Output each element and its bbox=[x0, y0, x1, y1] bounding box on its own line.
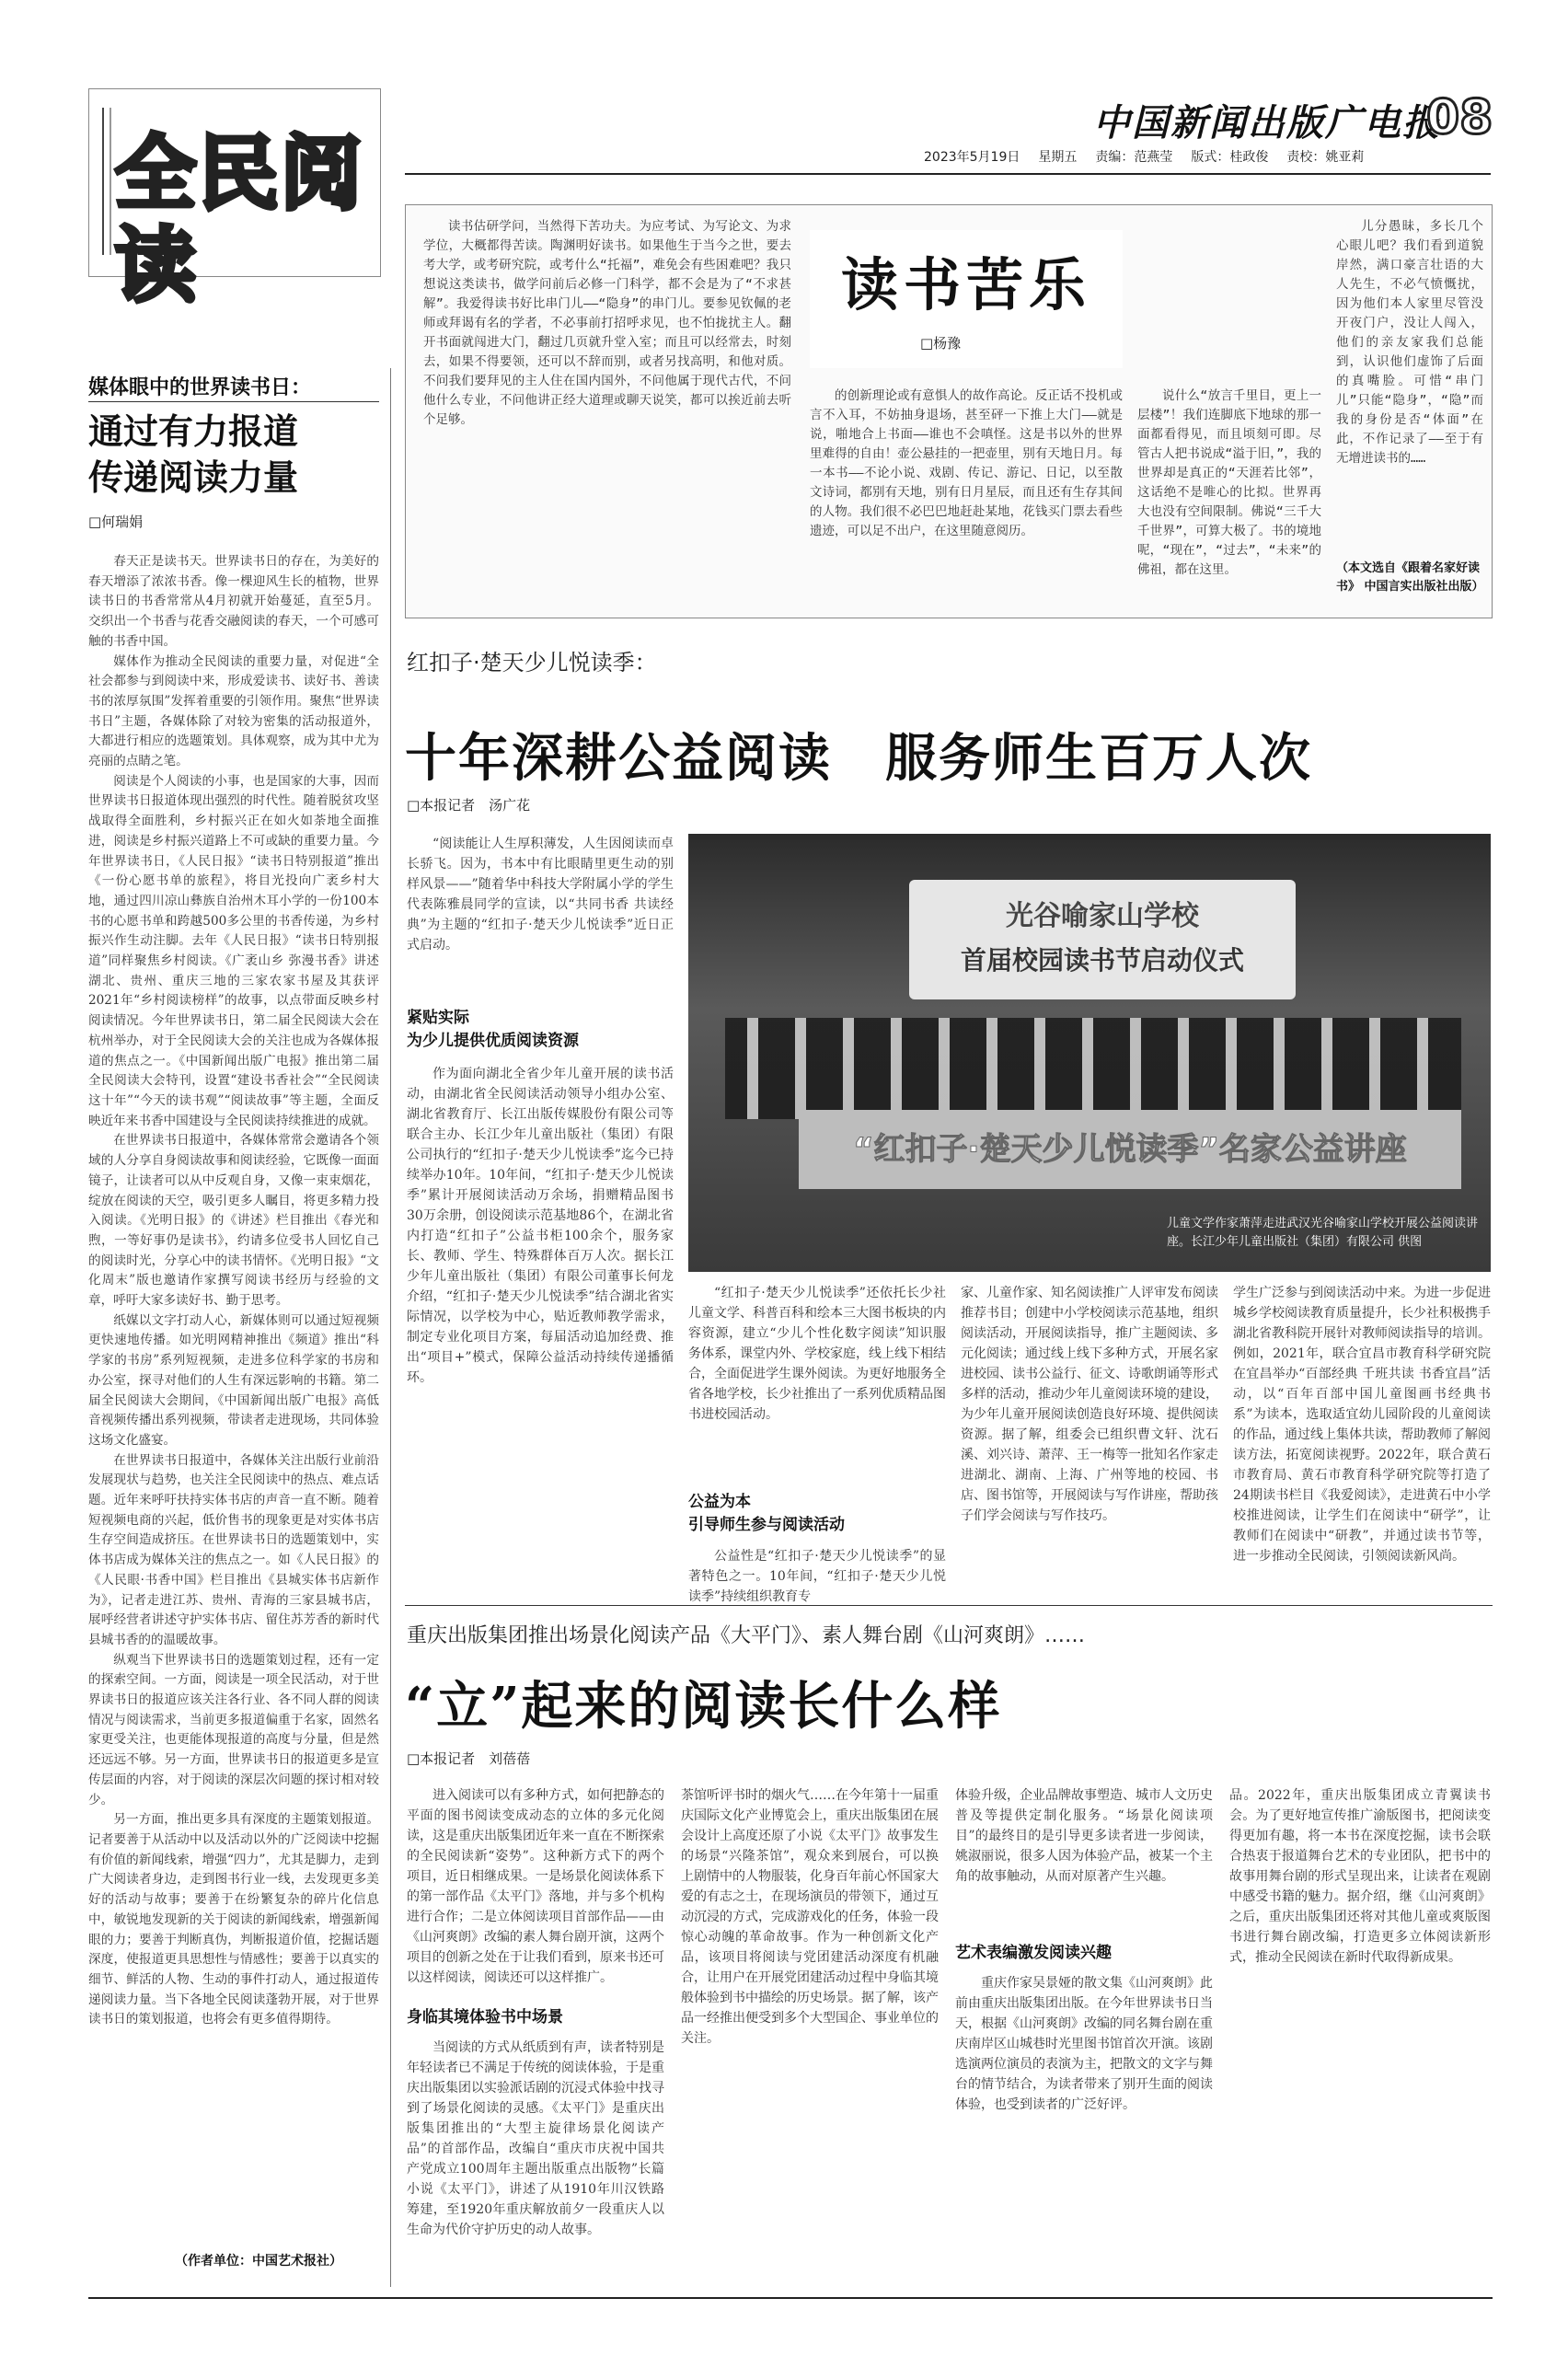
left-headline-line2: 传递阅读力量 bbox=[88, 456, 299, 498]
middle-column-b: “红扣子·楚天少儿悦读季”还依托长少社儿童文学、科普百科和绘本三大图书板块的内容资源，建立“少儿个性化数字阅读”知识服务体系，课堂内外、学校家庭，线上线下相结合，全面促进学生课外阅读。为更好地服务全省各地学校，长少社推出了一系列优质精品图书进校园活动。 bbox=[688, 1286, 946, 1422]
left-kicker: 媒体眼中的世界读书日： bbox=[88, 376, 312, 399]
top-column-2: 的创新理论或有意惧人的故作高论。反正话不投机或言不入耳，不妨抽身退场，甚至砰一下推上大门——就是说，啪地合上书面——谁也不会嗔怪。这是书以外的世界里难得的自由！壶公悬挂的一把壶里，别有天地日月。每一本书——不论小说、戏剧、传记、游记、日记，以至散文诗词，都别有天地，别有日月星辰，而且还有生存其间的人物。我们很不必巴巴地赶赴某地，花钱买门票去看些遗迹，可以足不出户，在这里随意阅历。 bbox=[810, 388, 1123, 538]
page-bottom-rule bbox=[88, 2297, 1493, 2299]
middle-byline: □本报记者 汤广花 bbox=[407, 797, 531, 814]
left-headline-line1: 通过有力报道 bbox=[88, 410, 299, 452]
middle-column-a: 作为面向湖北全省少年儿童开展的读书活动，由湖北省全民阅读活动领导小组办公室、湖北省教育厅、长江出版传媒股份有限公司等联合主办、长江少年儿童出版社（集团）有限公司执行的“红扣子·楚天少儿悦读季”迄今已持续举办10年。10年间，“红扣子·楚天少儿悦读季”累计开展阅读活动万余场，捐赠精品图书30万余册，创设阅读示范基地86个，在湖北省内打造“红扣子”公益书柜100余个，服务家长、教师、学生、特殊群体百万人次。据长江少年儿童出版社（集团）有限公司董事长何龙介绍，“红扣子·楚天少儿悦读季”结合湖北省实际情况，以学校为中心，贴近教师教学需求，制定专业化项目方案，每届活动追加经费、推出“项目+”模式，保障公益活动持续传递播循环。 bbox=[407, 1067, 674, 1385]
left-headline bbox=[88, 409, 383, 501]
bottom-column-1: 进入阅读可以有多种方式，如何把静态的平面的图书阅读变成动态的立体的多元化阅读，这是重庆出版集团近年来一直在不断探索的全民阅读新“姿势”。这种新方式下的两个项目，近日相继成果。一是场景化阅读体系下的第一部作品《太平门》落地，并与多个机构进行合作；二是立体阅读项目首部作品——由《山河爽朗》改编的素人舞台剧开演，这两个项目的创新之处在于让我们看到，原来书还可以这样阅读，阅读还可以这样推广。 bbox=[407, 1788, 664, 1985]
left-paragraph: 媒体作为推动全民阅读的重要力量，对促进“全社会都参与到阅读中来，形成爱读书、读好书、善读书的浓厚氛围”发挥着重要的引领作用。聚焦“世界读书日”主题，各媒体除了对较为密集的活动报道外，大都进行相应的选题策划。具体观察，成为其中尤为亮丽的点睛之笔。 bbox=[88, 653, 379, 769]
bottom-headline: “立”起来的阅读长什么样 bbox=[405, 1676, 1002, 1737]
top-column-4: 儿分愚昧，多长几个心眼儿吧？我们看到道貌岸然，满口豪言壮语的大人先生，不必气愤慨扰，因为他们本人家里尽管没开夜门户，没让人闯入，他们的亲友家我们总能到，认识他们虚饰了后面的真嘴脸。可惜“串门儿”只能“隐身”，“隐”而我的身份是否“体面”在此，不作记录了——至于有无增进读书的…… bbox=[1336, 219, 1483, 466]
top-source: （本文选自《跟着名家好读书》 中国言实出版社出版） bbox=[1336, 561, 1484, 594]
middle-bottom-rule bbox=[405, 1605, 1493, 1606]
left-paragraph: 在世界读书日报道中，各媒体常常会邀请各个领域的人分享自身阅读故事和阅读经验，它既像一面面镜子，让读者可以从中反观自身，又像一束束烟花，绽放在阅读的天空，吸引更多人瞩目，将更多精力投入阅读。《光明日报》的《讲述》栏目推出《春光和煦，一等好事仍是读书》，约请多位受书人回忆自己的阅读时光，分享心中的读书情怀。《光明日报》“文化周末”版也邀请作家撰写阅读书经历与经验的文章，呼吁大家多读好书、勤于思考。 bbox=[88, 1133, 379, 1309]
left-paragraph: 另一方面，推出更多具有深度的主题策划报道。记者要善于从活动中以及活动以外的广泛阅读中挖掘有价值的新闻线索，增强“四力”，尤其是脚力，走到广大阅读者身边，走到图书行业一线，去发现更多美好的活动与故事；要善于在纷繁复杂的碎片化信息中，敏锐地发现新的关于阅读的新闻线索，增强新闻眼的力；要善于判断真伪，判断报道价值，挖掘话题深度，使报道更具思想性与情感性；要善于以真实的细节、鲜活的人物、生动的事件打动人，通过报道传递阅读力量。当下各地全民阅读蓬勃开展，对于世界读书日的策划报道，也将会有更多值得期待。 bbox=[88, 1812, 379, 2027]
issue-date: 2023年5月19日 bbox=[924, 150, 1020, 165]
middle-lead: “阅读能让人生厚积薄发，人生因阅读而卓长骄飞。因为，书本中有比眼睛里更生动的别样风景——”随着华中科技大学附属小学的学生代表陈雅晨同学的宣读，以“共同书香 共读经典”为主题的“红扣子·楚天少儿悦读季”近日正式启动。 bbox=[407, 837, 674, 953]
event-photo bbox=[688, 834, 1491, 1272]
paper-name: 中国新闻出版广电报 bbox=[1093, 101, 1441, 144]
dateline bbox=[924, 147, 1364, 166]
top-column-1: 读书估研学问，当然得下苦功夫。为应考试、为写论文、为求学位，大概都得苦读。陶渊明好读书。如果他生于当今之世，要去考大学，或考研究院，或考什么“托福”，难免会有些困难吧？我只想说这类读书，做学问前后必修一门科学，都不会是为了“不求甚解”。我爱得读书好比串门儿——“隐身”的串门儿。要参见钦佩的老师或拜谒有名的学者，不必事前打招呼求见，也不怕拢扰主人。翻开书面就闯进大门，翻过几页就升堂入室；而且可以经常去，时刻去，如果不得要领，还可以不辞而别，或者另找高明，和他对质。不问我们要拜见的主人住在国内国外，不问他属于现代古代，不问他什么专业，不问他讲正经大道理或聊天说笑，都可以挨近前去听个足够。 bbox=[423, 219, 791, 427]
top-headline: 读书苦乐 bbox=[840, 251, 1091, 318]
middle-kicker: 红扣子·楚天少儿悦读季： bbox=[407, 650, 657, 676]
left-paragraph: 春天正是读书天。世界读书日的存在，为美好的春天增添了浓浓书香。像一棵迎风生长的植物，世界读书日的书香常常从4月初就开始蔓延，直至5月。交织出一个书香与花香交融阅读的春天，一个可感可触的书香中国。 bbox=[88, 554, 379, 649]
photo-banner: “红扣子·楚天少儿悦读季”名家公益讲座 bbox=[799, 1110, 1461, 1189]
bottom-subhead-3: 艺术表编激发阅读兴趣 bbox=[955, 1944, 1112, 1962]
bottom-kicker: 重庆出版集团推出场景化阅读产品《大平门》、素人舞台剧《山河爽朗》…… bbox=[407, 1624, 1086, 1647]
bottom-column-2: 茶馆听评书时的烟火气……在今年第十一届重庆国际文化产业博览会上，重庆出版集团在展会设计上高度还原了小说《太平门》故事发生的场景“兴隆茶馆”，观众来到展台，可以换上剧情中的人物服装，化身百年前心怀国家大爱的有志之士，在现场演员的带领下，通过互动沉浸的方式，完成游戏化的任务，体验一段惊心动魄的革命故事。作为一种创新文化产品，该项目将阅读与党团建活动深度有机融合，让用户在开展党团建活动过程中身临其境般体验到书中描绘的历史场景。据了解，该产品一经推出便受到多个大型国企、事业单位的关注。 bbox=[681, 1788, 939, 2046]
left-paragraph: 在世界读书日报道中，各媒体关注出版行业前沿发展现状与趋势，也关注全民阅读中的热点、难点话题。近年来呼吁扶持实体书店的声音一直不断。随着短视频电商的兴起，低价售书的现象更是对实体书店生存空间造成挤压。在世界读书日的选题策划中，实体书店成为媒体关注的焦点之一。如《人民日报》的《人民眼·书香中国》栏目推出《县城实体书店新作为》，记者走进江苏、贵州、青海的三家县城书店，展呼经营者讲述守护实体书店、留住苏芳香的新时代县城书香的的温暖故事。 bbox=[88, 1452, 379, 1647]
middle-subhead-2-line1: 公益为本 bbox=[688, 1493, 751, 1511]
designer: 版式：桂政俊 bbox=[1191, 150, 1269, 165]
middle-subhead-2-line2: 引导师生参与阅读活动 bbox=[688, 1516, 845, 1534]
left-byline: □何瑞娟 bbox=[88, 514, 144, 530]
left-paragraph: 纸媒以文字打动人心，新媒体则可以通过短视频更快速地传播。如光明网精神推出《频道》推出“科学家的书房”系列短视频，走进多位科学家的书房和办公室，探寻对他们的人生有深远影响的书籍。第二届全民阅读大会期间，《中国新闻出版广电报》高低音视频传播出系列视频，带读者走进现场，共同体验这场文化盛宴。 bbox=[88, 1312, 379, 1448]
proofreader: 责校：姚亚莉 bbox=[1286, 150, 1365, 165]
middle-subhead-1-line2: 为少儿提供优质阅读资源 bbox=[407, 1032, 579, 1050]
middle-column-b2: 公益性是“红扣子·楚天少儿悦读季”的显著特色之一。10年间，“红扣子·楚天少儿悦读季”持续组织教育专 bbox=[688, 1549, 946, 1604]
middle-subhead-1 bbox=[407, 1007, 579, 1053]
page-number: 08 bbox=[1426, 90, 1493, 145]
bottom-subhead-1: 身临其境体验书中场景 bbox=[407, 2008, 563, 2027]
left-paragraph: 纵观当下世界读书日的选题策划过程，还有一定的探索空间。一方面，阅读是一项全民活动，对于世界读书日的报道应该关注各行业、各不同人群的阅读情况与阅读需求，当前更多报道偏重于名家，固然名家更受关注，也更能体现报道的高度与分量，但是然还远远不够。另一方面，世界读书日的报道更多是宣传层面的内容，对于阅读的深层次问题的探讨相对较少。 bbox=[88, 1652, 379, 1807]
photo-board-title: 光谷喻家山学校 bbox=[1006, 900, 1199, 932]
bottom-column-1b: 当阅读的方式从纸质到有声，读者特别是年轻读者已不满足于传统的阅读体验，于是重庆出版集团以实验派话剧的沉浸式体验中找寻到了场景化阅读的灵感。《太平门》是重庆出版集团推出的“大型主旋律场景化阅读产品”的首部作品，改编自“重庆市庆祝中国共产党成立100周年主题出版重点出版物”长篇小说《太平门》，讲述了从1910年川汉铁路筹建，至1920年重庆解放前夕一段重庆人以生命为代价守护历史的动人故事。 bbox=[407, 2040, 664, 2237]
section-logo-text: 全民阅读 bbox=[115, 126, 364, 313]
middle-headline: 十年深耕公益阅读 服务师生百万人次 bbox=[405, 728, 1312, 789]
middle-column-d: 学生广泛参与到阅读活动中来。为进一步促进城乡学校阅读教育质量提升，长少社积极携手湖北省教科院开展针对教师阅读指导的培训。例如，2021年，联合宜昌市教育科学研究院在宜昌举办“百部经典 千班共读 书香宜昌”活动，以“百年百部中国儿童图画书经典书系”为读本，选取适宜幼儿园阶段的儿童阅读的作品，通过线上集体共读，帮助教师了解阅读方法，拓宽阅读视野。2022年，联合黄石市教育局、黄石市教育科学研究院等打造了24期读书栏目《我爱阅读》，走进黄石中小学校推进阅读，让学生们在阅读中“研学”，让教师们在阅读中“研教”，并通过读书节等，进一步推动全民阅读，引领阅读新风尚。 bbox=[1233, 1286, 1491, 1564]
editor: 责编：范燕莹 bbox=[1095, 150, 1173, 165]
top-headline-block bbox=[810, 230, 1123, 368]
middle-subhead-2 bbox=[688, 1491, 845, 1537]
bottom-column-3b: 重庆作家吴景娅的散文集《山河爽朗》此前由重庆出版集团出版。在今年世界读书日当天，根据《山河爽朗》改编的同名舞台剧在重庆南岸区山城巷时光里图书馆首次开演。该剧选演两位演员的表演为主，把散文的文字与舞台的情节结合，为读者带来了别开生面的阅读体验，也受到读者的广泛好评。 bbox=[955, 1976, 1213, 2112]
left-paragraph: 阅读是个人阅读的小事，也是国家的大事，因而世界读书日报道体现出强烈的时代性。随着脱贫攻坚战取得全面胜利，乡村振兴正在如火如荼地全面推进，阅读是乡村振兴道路上不可或缺的重要力量。今年世界读书日，《人民日报》“读书日特别报道”推出《一份心愿书单的旅程》，将目光投向广袤乡村大地，通过四川凉山彝族自治州木耳小学的一份100本书的心愿书单和跨越500多公里的书香传递，为乡村振兴作生动注脚。去年《人民日报》“读书日特别报道”同样聚焦乡村阅读。《广袤山乡 弥漫书香》讲述湖北、贵州、重庆三地的三家农家书屋及其获评2021年“乡村阅读榜样”的故事，以点带面反映乡村阅读情况。今年世界读书日，第二届全民阅读大会在杭州举办，对于全民阅读大会的关注也成为各媒体报道的焦点之一。《中国新闻出版广电报》推出第二届全民阅读大会特刊，设置“建设书香社会”“全民阅读这十年”“今天的读书观”“阅读故事”等主题，全面反映近年来书香中国建设与全民阅读持续推进的成就。 bbox=[88, 773, 379, 1128]
bottom-byline: □本报记者 刘蓓蓓 bbox=[407, 1750, 531, 1767]
left-column-divider bbox=[390, 368, 391, 2287]
bottom-column-3: 体验升级，企业品牌故事塑造、城市人文历史普及等提供定制化服务。“场景化阅读项目”的最终目的是引导更多读者进一步阅读，姚淑丽说，很多人因为体验产品，被某一个主角的故事触动，从而对原著产生兴趣。 bbox=[955, 1788, 1213, 1884]
people-row bbox=[725, 1018, 1461, 1119]
masthead-rule bbox=[405, 173, 1491, 175]
middle-subhead-1-line1: 紧贴实际 bbox=[407, 1009, 469, 1027]
photo-caption: 儿童文学作家萧萍走进武汉光谷喻家山学校开展公益阅读讲座。长江少年儿童出版社（集团）有限公司 供图 bbox=[1167, 1217, 1479, 1249]
photo-board bbox=[909, 880, 1296, 999]
top-column-3: 说什么“放言千里目，更上一层楼”！我们连脚底下地球的那一面都看得见，而且顷刻可即。尽管古人把书说成“溢于旧，”，我的世界却是真正的“天涯若比邻”，这话绝不是唯心的比拟。世界再大也没有空间限制。佛说“三千大千世界”，可算大极了。书的境地呢，“现在”，“过去”，“未来”的佛祖，都在这里。 bbox=[1137, 388, 1321, 577]
photo-board-subtitle: 首届校园读书节启动仪式 bbox=[960, 945, 1244, 976]
top-byline: □杨豫 bbox=[920, 335, 962, 352]
left-article-body bbox=[88, 552, 379, 2246]
middle-column-c: 家、儿童作家、知名阅读推广人评审发布阅读推荐书目；创建中小学校阅读示范基地，组织阅读活动，开展阅读指导，推广主题阅读、多元化阅读；通过线上线下多种方式，开展名家进校园、读书公益行、征文、诗歌朗诵等形式多样的活动，推动少年儿童阅读环境的建设，为少年儿童开展阅读创造良好环境、提供阅读资源。据了解，组委会已组织曹文轩、沈石溪、刘兴诗、萧萍、王一梅等一批知名作家走进湖北、湖南、上海、广州等地的校园、书店、图书馆等，开展阅读与写作讲座，帮助孩子们学会阅读与写作技巧。 bbox=[961, 1286, 1218, 1523]
issue-weekday: 星期五 bbox=[1038, 150, 1078, 165]
section-logo bbox=[88, 88, 381, 313]
left-source: （作者单位：中国艺术报社） bbox=[175, 2254, 342, 2269]
bottom-column-4: 品。2022年，重庆出版集团成立青翼读书会。为了更好地宣传推广渝版图书，把阅读变得更加有趣，将一本书在深度挖掘，读书会联合热衷于报道舞台艺术的专业团队，把书中的故事用舞台剧的形式呈现出来，让读者在观剧中感受书籍的魅力。据介绍，继《山河爽朗》之后，重庆出版集团还将对其他儿童或爽版图书进行舞台剧改编，打造更多立体阅读新形式，推动全民阅读在新时代取得新成果。 bbox=[1229, 1788, 1491, 1965]
